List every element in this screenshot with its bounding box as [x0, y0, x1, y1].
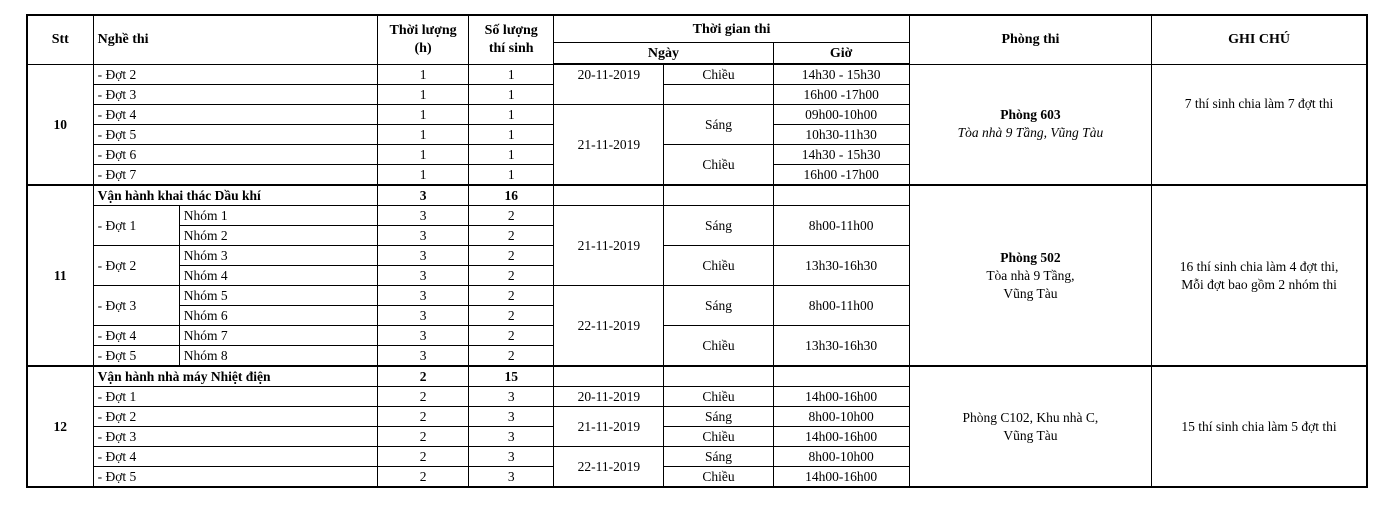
- time-cell: 8h00-11h00: [773, 206, 909, 246]
- hours-cell: 3: [378, 326, 469, 346]
- date-cell: [554, 185, 664, 206]
- exam-schedule-table: [26, 14, 1368, 488]
- session-cell: [664, 366, 773, 387]
- hours-cell: 3: [378, 266, 469, 286]
- session-cell: Chiều: [664, 387, 773, 407]
- hours-cell: 2: [378, 427, 469, 447]
- session-cell: Chiều: [664, 467, 773, 488]
- time-cell: 14h00-16h00: [773, 387, 909, 407]
- row-name: - Đợt 3: [93, 85, 377, 105]
- header-thoi-luong-line1: Thời lượng: [389, 22, 457, 38]
- session-cell: Chiều: [664, 64, 773, 85]
- group-name: Nhóm 6: [179, 306, 377, 326]
- time-cell: 8h00-10h00: [773, 407, 909, 427]
- row-name: - Đợt 5: [93, 125, 377, 145]
- time-cell: 8h00-11h00: [773, 286, 909, 326]
- row-name: - Đợt 4: [93, 447, 377, 467]
- table-row: [27, 64, 1367, 85]
- date-cell: [554, 366, 664, 387]
- count-cell: 1: [469, 85, 554, 105]
- session-cell: Sáng: [664, 105, 773, 145]
- group-name: Nhóm 5: [179, 286, 377, 306]
- row-name: - Đợt 6: [93, 145, 377, 165]
- hours-cell: 3: [378, 226, 469, 246]
- room-line2: Vũng Tàu: [1003, 427, 1058, 443]
- row-name: - Đợt 1: [93, 387, 377, 407]
- header-nghe-thi: Nghề thi: [93, 15, 377, 64]
- hours-cell: 1: [378, 64, 469, 85]
- stt-cell: 10: [27, 64, 93, 185]
- time-cell: 14h30 - 15h30: [773, 64, 909, 85]
- section-title: Vận hành nhà máy Nhiệt điện: [93, 366, 377, 387]
- hours-cell: 3: [378, 286, 469, 306]
- time-cell: 14h00-16h00: [773, 427, 909, 447]
- count-cell: 2: [469, 206, 554, 226]
- header-so-luong-line1: Số lượng: [484, 22, 538, 38]
- note-line1: 16 thí sinh chia làm 4 đợt thi,: [1179, 258, 1339, 274]
- hours-cell: 2: [378, 387, 469, 407]
- count-cell: 2: [469, 326, 554, 346]
- hours-cell: 2: [378, 366, 469, 387]
- note-cell: [1152, 185, 1367, 366]
- date-cell: 20-11-2019: [554, 387, 664, 407]
- hours-cell: 3: [378, 206, 469, 226]
- group-name: Nhóm 1: [179, 206, 377, 226]
- time-cell: 10h30-11h30: [773, 125, 909, 145]
- row-name: - Đợt 4: [93, 105, 377, 125]
- count-cell: 1: [469, 64, 554, 85]
- row-name: - Đợt 3: [93, 427, 377, 447]
- row-name: - Đợt 2: [93, 64, 377, 85]
- header-stt: Stt: [27, 15, 93, 64]
- count-cell: 1: [469, 105, 554, 125]
- session-cell: Sáng: [664, 447, 773, 467]
- room-location: Tòa nhà 9 Tầng, Vũng Tàu: [957, 125, 1104, 141]
- hours-cell: 2: [378, 467, 469, 488]
- header-so-luong: [469, 15, 554, 64]
- time-cell: 16h00 -17h00: [773, 85, 909, 105]
- hours-cell: 1: [378, 85, 469, 105]
- header-thoi-luong-line2: (h): [414, 40, 432, 56]
- hours-cell: 1: [378, 125, 469, 145]
- count-cell: 1: [469, 165, 554, 186]
- session-cell: Sáng: [664, 206, 773, 246]
- count-cell: 16: [469, 185, 554, 206]
- group-name: Nhóm 8: [179, 346, 377, 367]
- hours-cell: 2: [378, 447, 469, 467]
- session-cell: Sáng: [664, 286, 773, 326]
- hours-cell: 1: [378, 145, 469, 165]
- room-cell: [909, 64, 1151, 185]
- time-cell: 14h00-16h00: [773, 467, 909, 488]
- date-cell: 22-11-2019: [554, 286, 664, 367]
- session-cell: [664, 85, 773, 105]
- count-cell: 3: [469, 387, 554, 407]
- count-cell: 3: [469, 467, 554, 488]
- hours-cell: 1: [378, 105, 469, 125]
- time-cell: [773, 366, 909, 387]
- header-gio: Giờ: [773, 43, 909, 65]
- group-name: Nhóm 4: [179, 266, 377, 286]
- count-cell: 3: [469, 447, 554, 467]
- date-cell: 21-11-2019: [554, 206, 664, 286]
- note-cell: 15 thí sinh chia làm 5 đợt thi: [1152, 366, 1367, 487]
- dot-cell: - Đợt 3: [93, 286, 179, 326]
- count-cell: 2: [469, 286, 554, 306]
- date-cell: 22-11-2019: [554, 447, 664, 488]
- session-cell: Chiều: [664, 246, 773, 286]
- hours-cell: 1: [378, 165, 469, 186]
- header-thoi-luong: [378, 15, 469, 64]
- header-ngay: Ngày: [554, 43, 773, 65]
- dot-cell: - Đợt 4: [93, 326, 179, 346]
- time-cell: 16h00 -17h00: [773, 165, 909, 186]
- hours-cell: 3: [378, 246, 469, 266]
- group-name: Nhóm 3: [179, 246, 377, 266]
- room-name: Phòng 603: [1000, 107, 1061, 123]
- room-cell: [909, 185, 1151, 366]
- room-name: Phòng 502: [1000, 249, 1061, 265]
- dot-cell: - Đợt 2: [93, 246, 179, 286]
- count-cell: 3: [469, 407, 554, 427]
- date-cell: 21-11-2019: [554, 407, 664, 447]
- count-cell: 3: [469, 427, 554, 447]
- stt-cell: 12: [27, 366, 93, 487]
- hours-cell: 2: [378, 407, 469, 427]
- session-cell: [664, 185, 773, 206]
- header-so-luong-line2: thí sinh: [488, 40, 534, 56]
- session-cell: Sáng: [664, 407, 773, 427]
- row-name: - Đợt 2: [93, 407, 377, 427]
- room-line2: Tòa nhà 9 Tầng,: [986, 267, 1075, 283]
- time-cell: 14h30 - 15h30: [773, 145, 909, 165]
- row-name: - Đợt 5: [93, 467, 377, 488]
- section-title-row: [27, 366, 1367, 387]
- count-cell: 2: [469, 226, 554, 246]
- hours-cell: 3: [378, 306, 469, 326]
- time-cell: 13h30-16h30: [773, 246, 909, 286]
- count-cell: 2: [469, 246, 554, 266]
- session-cell: Chiều: [664, 145, 773, 186]
- room-line1: Phòng C102, Khu nhà C,: [962, 409, 1099, 425]
- hours-cell: 3: [378, 185, 469, 206]
- room-line3: Vũng Tàu: [1003, 285, 1058, 301]
- dot-cell: - Đợt 5: [93, 346, 179, 367]
- header-row-1: [27, 15, 1367, 43]
- time-cell: 09h00-10h00: [773, 105, 909, 125]
- time-cell: 13h30-16h30: [773, 326, 909, 367]
- group-name: Nhóm 2: [179, 226, 377, 246]
- header-thoi-gian-thi: Thời gian thi: [554, 15, 910, 43]
- header-ghi-chu: GHI CHÚ: [1152, 15, 1367, 64]
- section-title-row: [27, 185, 1367, 206]
- count-cell: 1: [469, 145, 554, 165]
- count-cell: 1: [469, 125, 554, 145]
- count-cell: 2: [469, 346, 554, 367]
- hours-cell: 3: [378, 346, 469, 367]
- section-title: Vận hành khai thác Dầu khí: [93, 185, 377, 206]
- row-name: - Đợt 7: [93, 165, 377, 186]
- session-cell: Chiều: [664, 326, 773, 367]
- time-cell: 8h00-10h00: [773, 447, 909, 467]
- group-name: Nhóm 7: [179, 326, 377, 346]
- room-cell: [909, 366, 1151, 487]
- session-cell: Chiều: [664, 427, 773, 447]
- count-cell: 2: [469, 266, 554, 286]
- date-cell: 20-11-2019: [554, 64, 664, 105]
- date-cell: 21-11-2019: [554, 105, 664, 186]
- dot-cell: - Đợt 1: [93, 206, 179, 246]
- note-line2: Mỗi đợt bao gồm 2 nhóm thi: [1181, 276, 1337, 292]
- time-cell: [773, 185, 909, 206]
- stt-cell: 11: [27, 185, 93, 366]
- count-cell: 2: [469, 306, 554, 326]
- note-cell: 7 thí sinh chia làm 7 đợt thi: [1152, 64, 1367, 185]
- count-cell: 15: [469, 366, 554, 387]
- header-phong-thi: Phòng thi: [909, 15, 1151, 64]
